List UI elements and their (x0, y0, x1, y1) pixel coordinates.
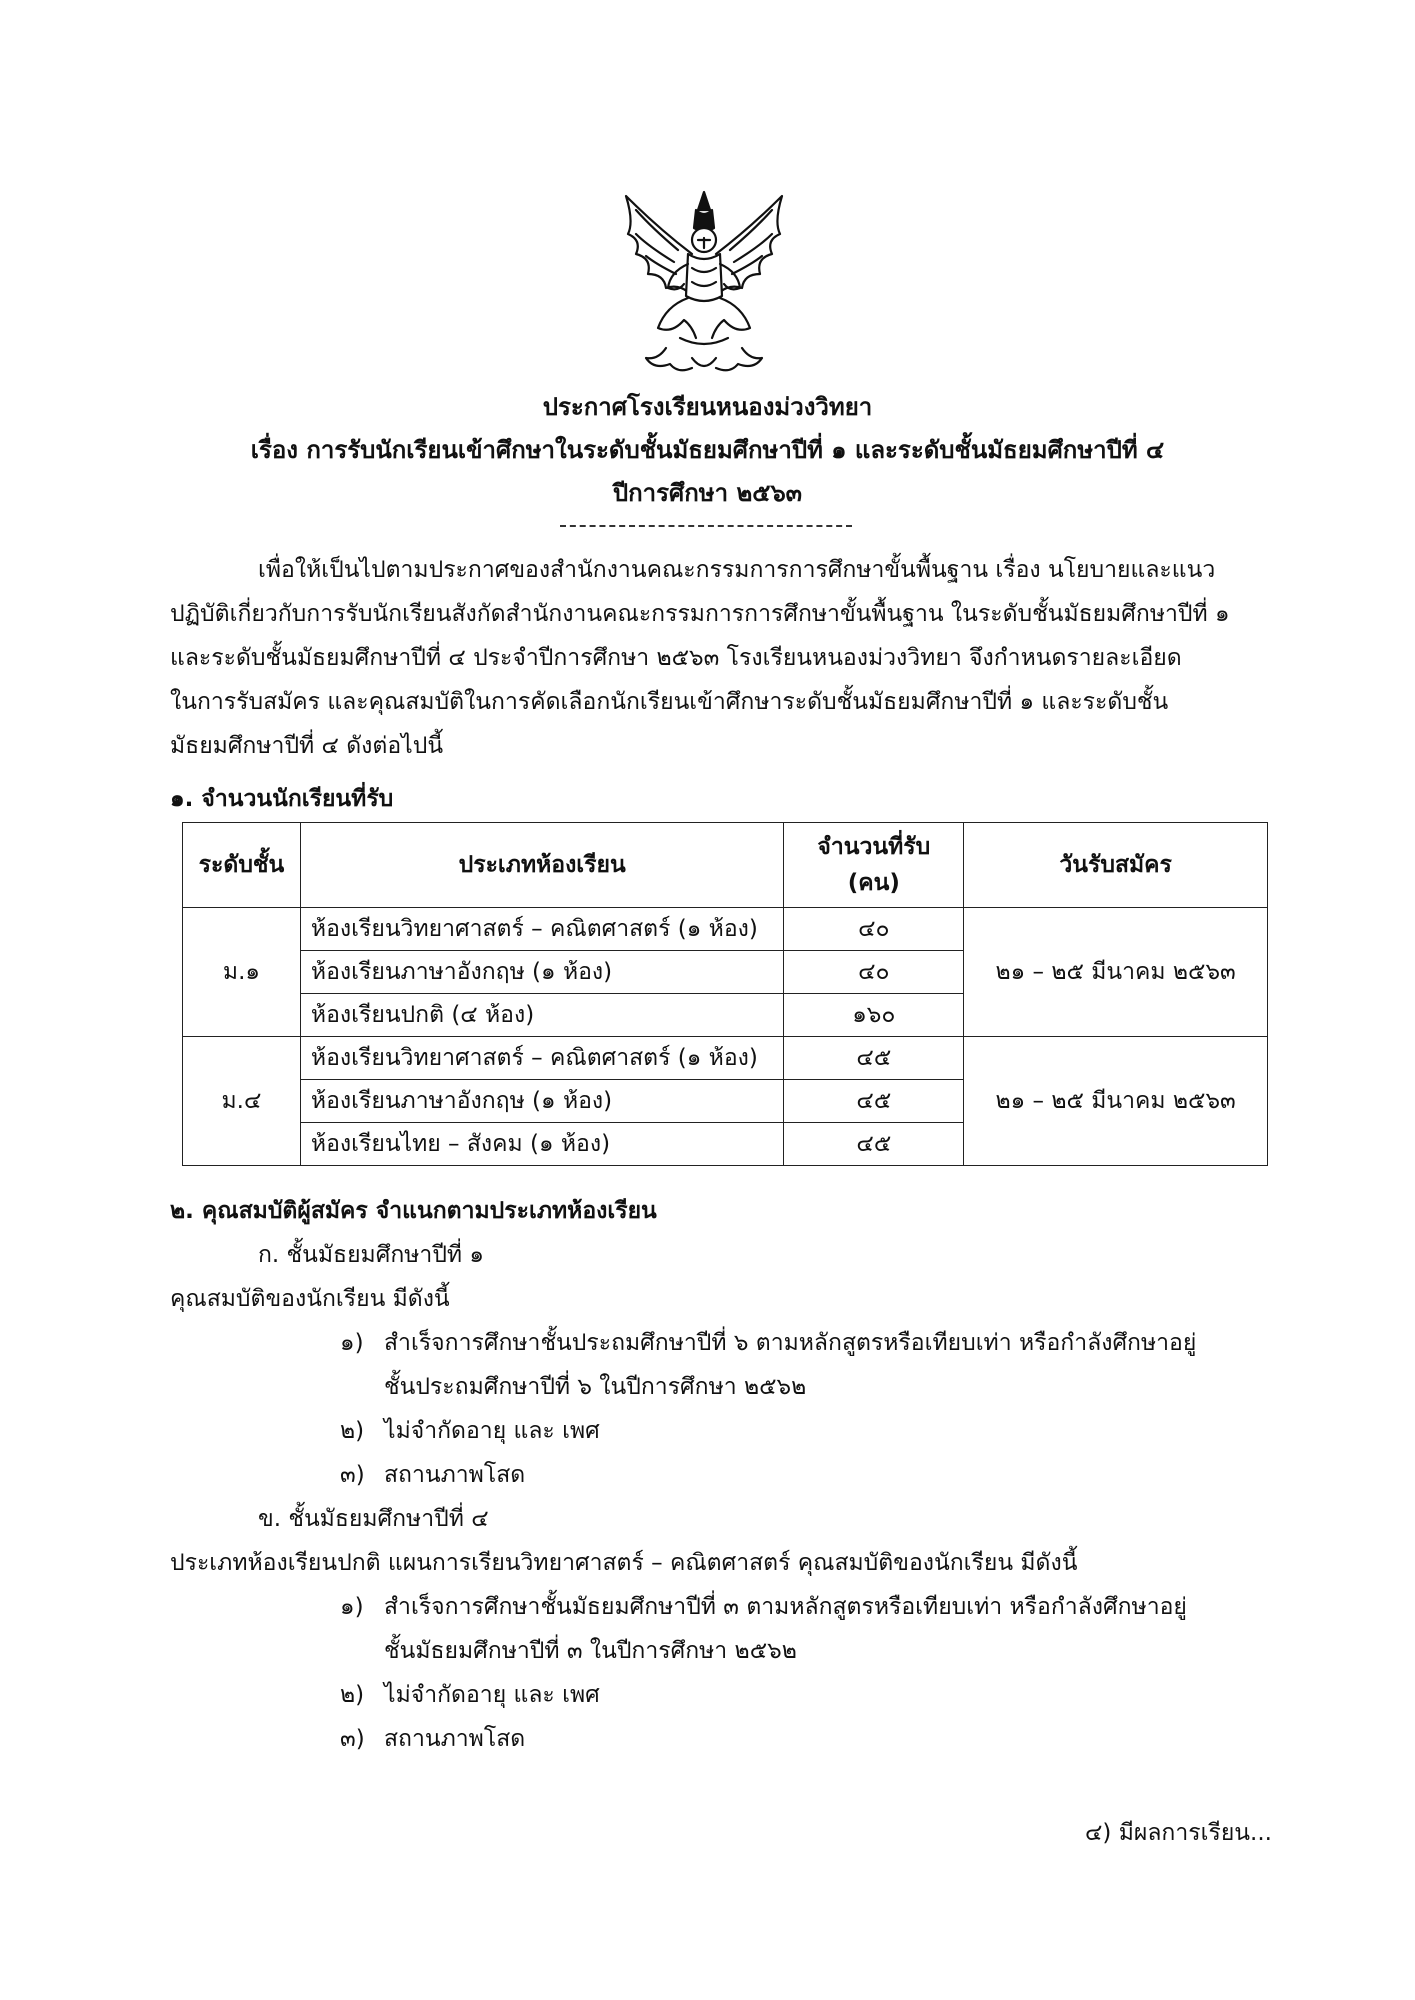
header-room-type: ประเภทห้องเรียน (300, 823, 783, 908)
date-cell: ๒๑ – ๒๕ มีนาคม ๒๕๖๓ (964, 1037, 1268, 1166)
room-type-cell: ห้องเรียนภาษาอังกฤษ (๑ ห้อง) (300, 951, 783, 994)
subsection-a-intro: คุณสมบัติของนักเรียน มีดังนี้ (170, 1286, 450, 1312)
page-continuation: ๔) มีผลการเรียน... (1085, 1820, 1272, 1846)
item-number: ๒) (340, 1682, 365, 1708)
count-cell: ๔๕ (784, 1037, 964, 1080)
table-row (183, 1037, 1268, 1080)
count-cell: ๔๕ (784, 1080, 964, 1123)
announcement-subject: เรื่อง การรับนักเรียนเข้าศึกษาในระดับชั้นมัธยมศึกษาปีที่ ๑ และระดับชั้นมัธยมศึกษาปีที่ ๔ (250, 436, 1165, 464)
qualification-item: สถานภาพโสด (384, 1726, 526, 1752)
academic-year: ปีการศึกษา ๒๕๖๓ (612, 479, 803, 507)
level-cell: ม.๑ (183, 908, 301, 1037)
header-count: จำนวนที่รับ (คน) (784, 823, 964, 908)
section1-heading: ๑. จำนวนนักเรียนที่รับ (170, 786, 394, 812)
date-cell: ๒๑ – ๒๕ มีนาคม ๒๕๖๓ (964, 908, 1268, 1037)
subsection-b-intro: ประเภทห้องเรียนปกติ แผนการเรียนวิทยาศาสตร์ – คณิตศาสตร์ คุณสมบัติของนักเรียน มีดังนี้ (170, 1550, 1078, 1576)
item-number: ๓) (340, 1462, 365, 1488)
section2-heading: ๒. คุณสมบัติผู้สมัคร จำแนกตามประเภทห้องเรียน (170, 1198, 657, 1224)
intro-line: และระดับชั้นมัธยมศึกษาปีที่ ๔ ประจำปีการศึกษา ๒๕๖๓ โรงเรียนหนองม่วงวิทยา จึงกำหนดรายละเอียด (170, 645, 1182, 671)
garuda-emblem-icon (618, 188, 790, 378)
room-type-cell: ห้องเรียนวิทยาศาสตร์ – คณิตศาสตร์ (๑ ห้อง) (300, 1037, 783, 1080)
header-level: ระดับชั้น (183, 823, 301, 908)
subsection-a-title: ก. ชั้นมัธยมศึกษาปีที่ ๑ (258, 1242, 484, 1268)
header-date: วันรับสมัคร (964, 823, 1268, 908)
level-cell: ม.๔ (183, 1037, 301, 1166)
qualification-item: สำเร็จการศึกษาชั้นมัธยมศึกษาปีที่ ๓ ตามหลักสูตรหรือเทียบเท่า หรือกำลังศึกษาอยู่ (384, 1594, 1187, 1620)
table-header-row (183, 823, 1268, 908)
count-cell: ๔๐ (784, 951, 964, 994)
room-type-cell: ห้องเรียนปกติ (๔ ห้อง) (300, 994, 783, 1037)
room-type-cell: ห้องเรียนไทย – สังคม (๑ ห้อง) (300, 1123, 783, 1166)
table-row (183, 908, 1268, 951)
count-cell: ๔๐ (784, 908, 964, 951)
intro-line: ปฏิบัติเกี่ยวกับการรับนักเรียนสังกัดสำนักงานคณะกรรมการการศึกษาขั้นพื้นฐาน ในระดับชั้นมัธยมศึกษาปีที่ ๑ (170, 601, 1230, 627)
room-type-cell: ห้องเรียนภาษาอังกฤษ (๑ ห้อง) (300, 1080, 783, 1123)
item-number: ๒) (340, 1418, 365, 1444)
item-number: ๑) (340, 1594, 364, 1620)
subsection-b-title: ข. ชั้นมัธยมศึกษาปีที่ ๔ (258, 1506, 489, 1532)
qualification-item: ชั้นประถมศึกษาปีที่ ๖ ในปีการศึกษา ๒๕๖๒ (384, 1374, 807, 1400)
intro-line: เพื่อให้เป็นไปตามประกาศของสำนักงานคณะกรรมการการศึกษาขั้นพื้นฐาน เรื่อง นโยบายและแนว (258, 557, 1216, 583)
qualification-item: สถานภาพโสด (384, 1462, 526, 1488)
intro-paragraph (170, 548, 1248, 768)
qualification-item: ไม่จำกัดอายุ และ เพศ (384, 1418, 600, 1444)
announcement-title: ประกาศโรงเรียนหนองม่วงวิทยา (542, 393, 873, 421)
qualification-item: ไม่จำกัดอายุ และ เพศ (384, 1682, 600, 1708)
intro-line: มัธยมศึกษาปีที่ ๔ ดังต่อไปนี้ (170, 733, 444, 759)
room-type-cell: ห้องเรียนวิทยาศาสตร์ – คณิตศาสตร์ (๑ ห้อง) (300, 908, 783, 951)
qualification-item: ชั้นมัธยมศึกษาปีที่ ๓ ในปีการศึกษา ๒๕๖๒ (384, 1638, 797, 1664)
qualification-item: สำเร็จการศึกษาชั้นประถมศึกษาปีที่ ๖ ตามหลักสูตรหรือเทียบเท่า หรือกำลังศึกษาอยู่ (384, 1330, 1197, 1356)
item-number: ๓) (340, 1726, 365, 1752)
header-divider (560, 525, 852, 527)
count-cell: ๔๕ (784, 1123, 964, 1166)
intro-line: ในการรับสมัคร และคุณสมบัติในการคัดเลือกนักเรียนเข้าศึกษาระดับชั้นมัธยมศึกษาปีที่ ๑ และระดับชั้น (170, 689, 1169, 715)
quota-table (182, 822, 1268, 1166)
count-cell: ๑๖๐ (784, 994, 964, 1037)
item-number: ๑) (340, 1330, 364, 1356)
